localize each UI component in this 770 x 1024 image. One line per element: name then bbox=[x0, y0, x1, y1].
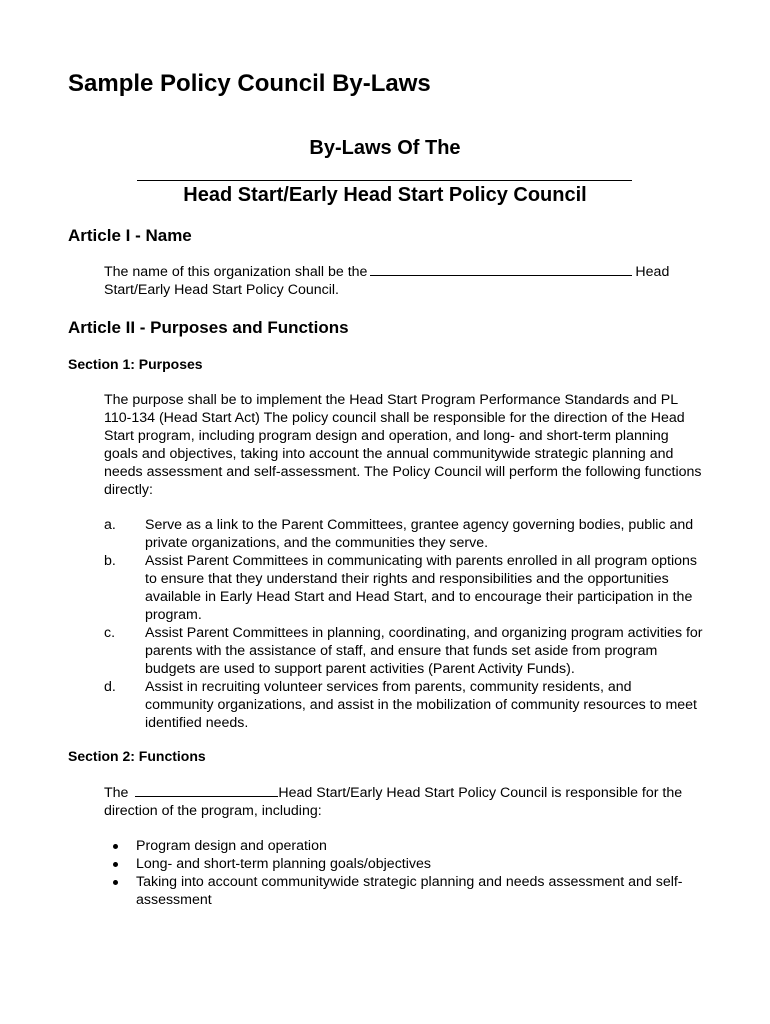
bullet-icon bbox=[113, 844, 118, 849]
bullet-text: Program design and operation bbox=[136, 838, 327, 854]
list-item-text: Assist Parent Committees in communicating with parents enrolled in all program options to ensure that they understand their rights and responsibilities and the opportunities available in Early Head Start and Head Start, and to encourage their participation in the program. bbox=[145, 553, 697, 623]
bullet-item bbox=[104, 855, 704, 873]
list-item-text: Assist Parent Committees in planning, coordinating, and organizing program activities for parents with the assistance of staff, and ensure that funds set aside from program budgets are used to support parent activities (Parent Activity Funds). bbox=[145, 625, 703, 677]
document-title: Sample Policy Council By-Laws bbox=[68, 70, 431, 97]
bullet-text: Long- and short-term planning goals/objectives bbox=[136, 856, 431, 872]
bullet-icon bbox=[113, 880, 118, 885]
article-1-heading: Article I - Name bbox=[68, 226, 192, 245]
purposes-paragraph: The purpose shall be to implement the Head Start Program Performance Standards and PL 110-134 (Head Start Act) The policy council shall be responsible for the direction of the Head Start program, including program design and operation, and long- and short-term planning goals and objectives, taking into account the annual communitywide strategic planning and needs assessment and self-assessment. The Policy Council will perform the following functions directly: bbox=[104, 392, 702, 498]
article-2-heading: Article II - Purposes and Functions bbox=[68, 318, 349, 337]
section-2-heading: Section 2: Functions bbox=[68, 748, 206, 764]
bullet-item bbox=[104, 873, 704, 909]
list-item bbox=[104, 516, 704, 552]
list-marker: b. bbox=[104, 553, 116, 569]
list-marker: a. bbox=[104, 517, 116, 533]
functions-text-before: The bbox=[104, 785, 129, 801]
article-1-text-after: Head Start/Early Head Start Policy Council. bbox=[104, 264, 670, 298]
list-item bbox=[104, 678, 704, 732]
functions-bullet-list bbox=[104, 837, 704, 909]
program-name-blank-field bbox=[135, 784, 278, 797]
bullet-text: Taking into account communitywide strategic planning and needs assessment and self-assessment bbox=[136, 874, 683, 908]
functions-list bbox=[104, 516, 704, 732]
list-item bbox=[104, 624, 704, 678]
list-item bbox=[104, 552, 704, 624]
section-1-heading: Section 1: Purposes bbox=[68, 356, 203, 372]
bullet-item bbox=[104, 837, 704, 855]
list-item-text: Serve as a link to the Parent Committees, grantee agency governing bodies, public and private organizations, and the communities they serve. bbox=[145, 517, 694, 551]
bullet-icon bbox=[113, 862, 118, 867]
article-1-text-before: The name of this organization shall be the bbox=[104, 264, 368, 280]
bylaws-heading: By-Laws Of The bbox=[309, 137, 461, 159]
list-marker: c. bbox=[104, 625, 116, 641]
list-item-text: Assist in recruiting volunteer services from parents, community residents, and community organizations, and assist in the mobilization of community resources to meet identified needs. bbox=[145, 679, 697, 731]
organization-name-blank-field bbox=[370, 263, 632, 276]
article-1-paragraph bbox=[104, 263, 704, 299]
functions-text-after: Head Start/Early Head Start Policy Council is responsible for the direction of the program, including: bbox=[104, 785, 683, 819]
policy-council-heading: Head Start/Early Head Start Policy Council bbox=[183, 184, 587, 206]
list-marker: d. bbox=[104, 679, 116, 695]
organization-name-blank bbox=[137, 180, 632, 181]
functions-paragraph bbox=[104, 784, 704, 820]
